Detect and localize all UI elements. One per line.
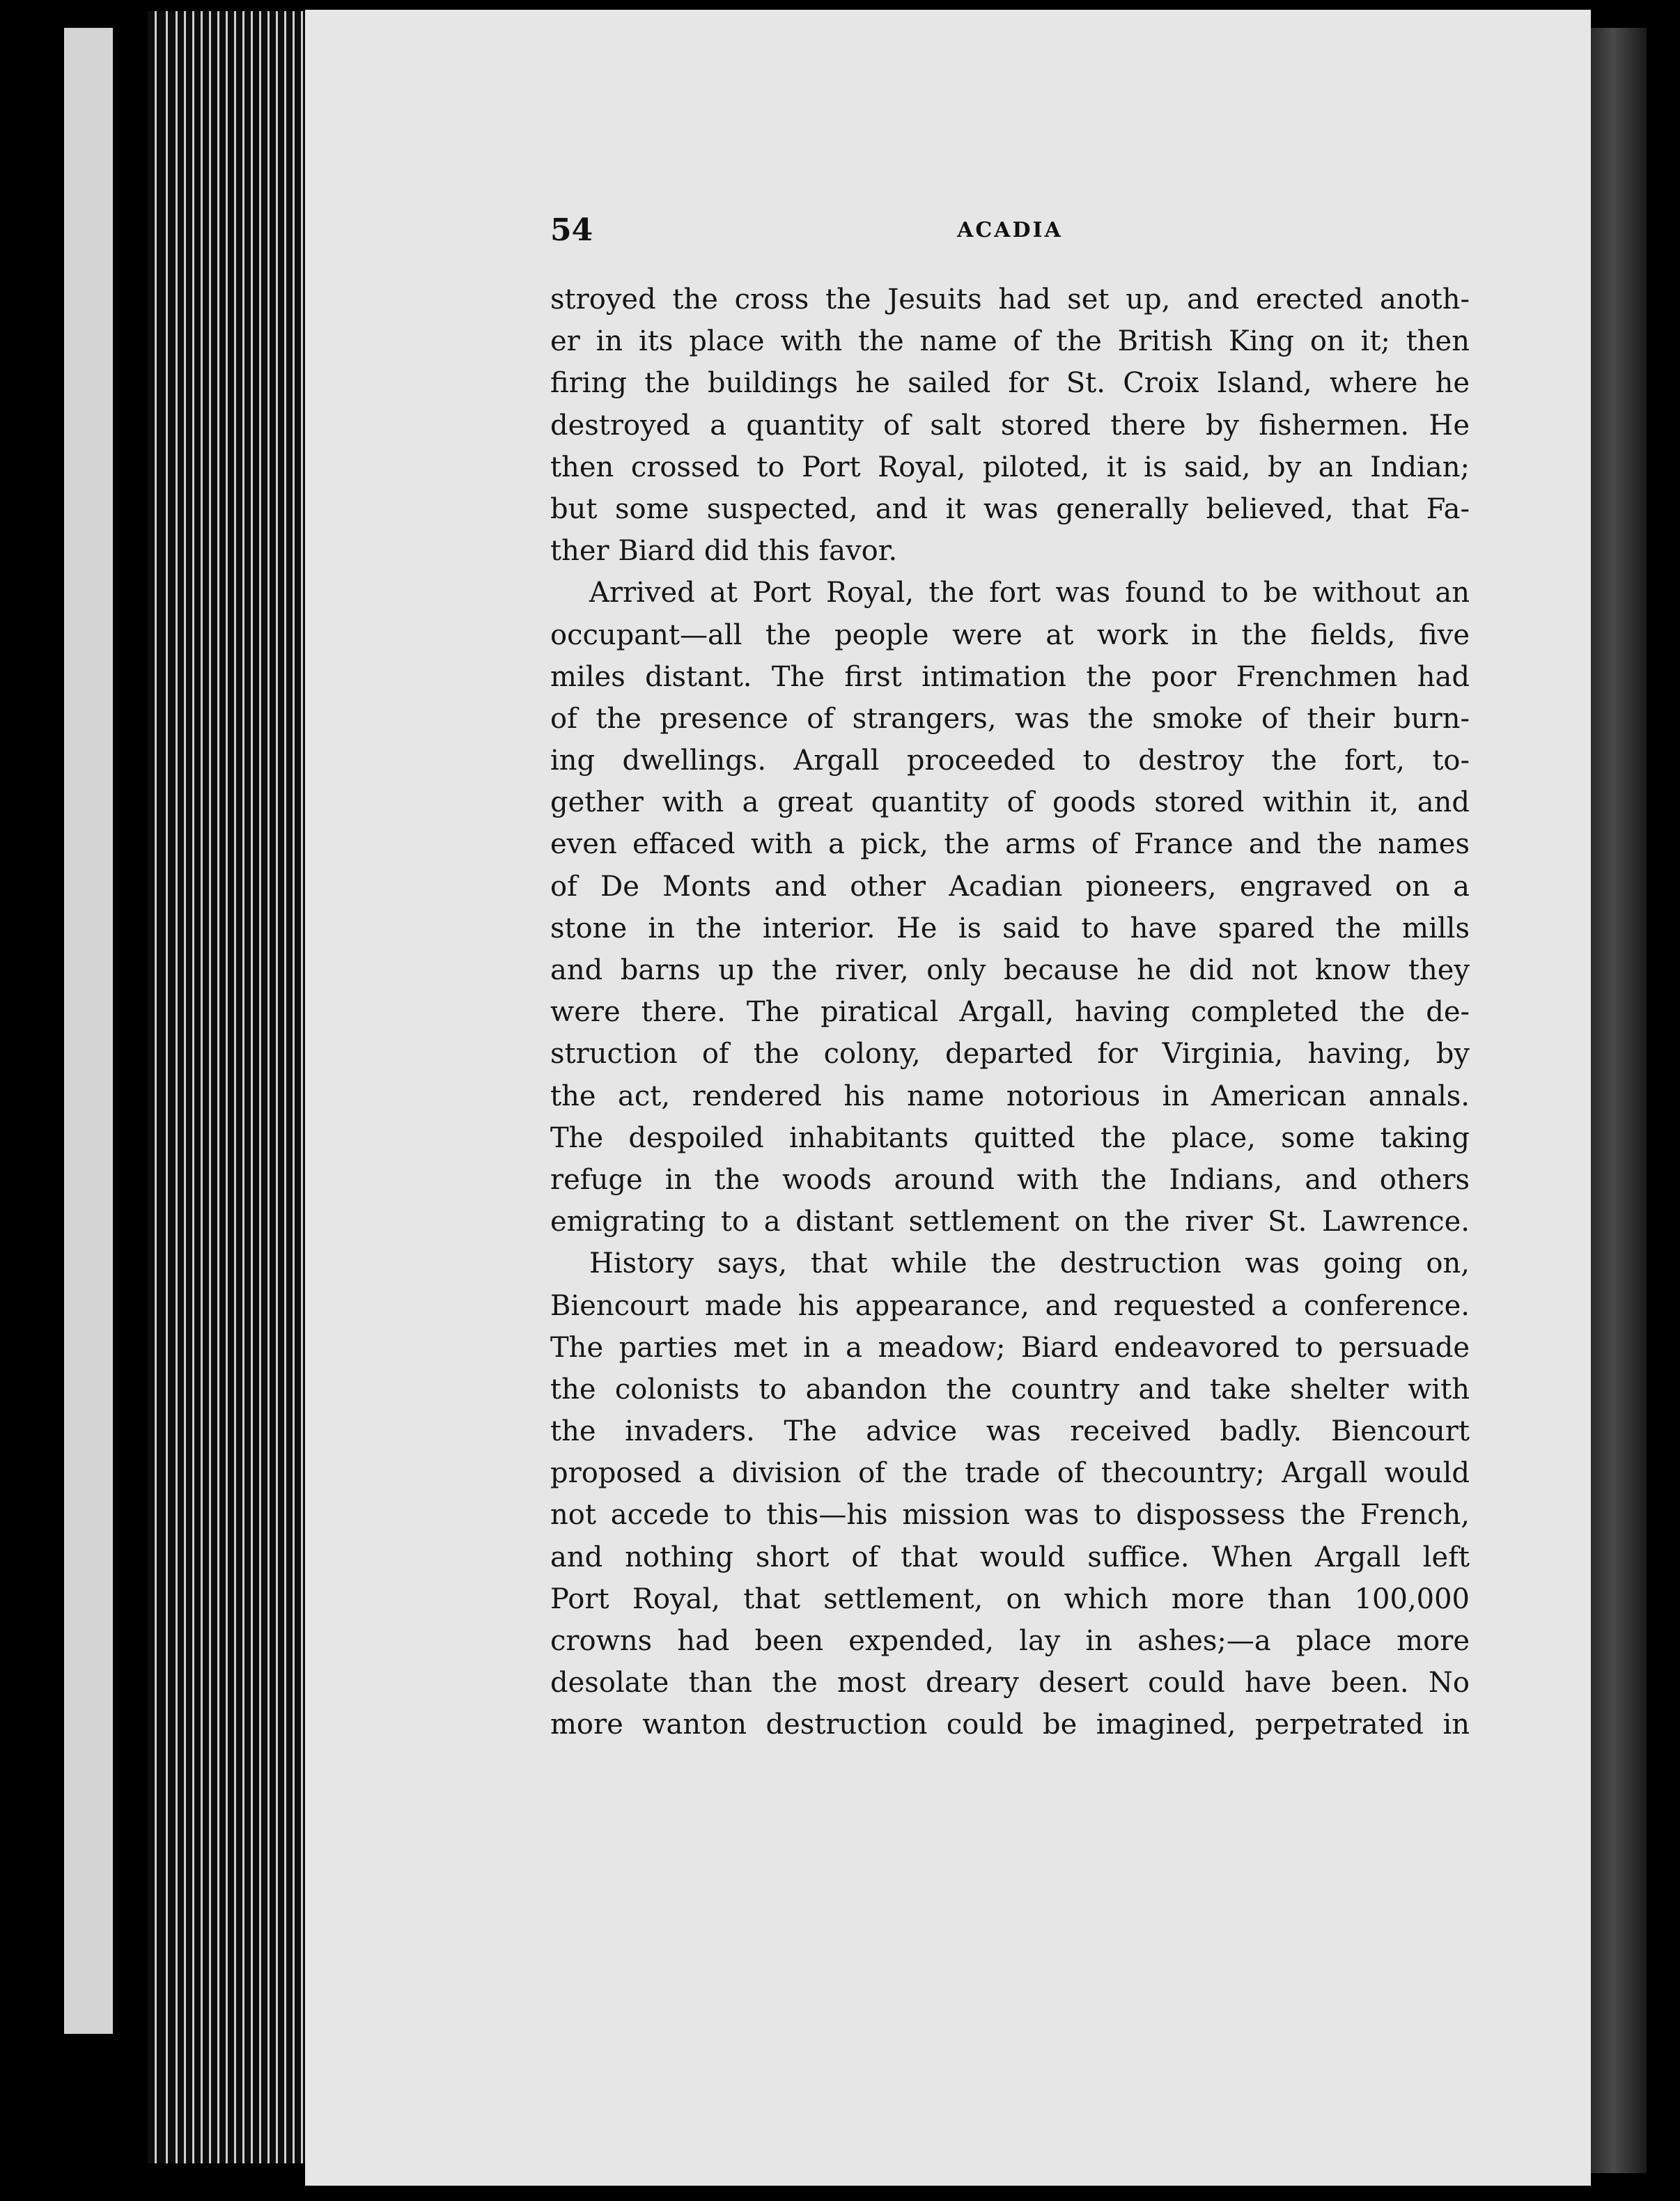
text-line: desolate than the most dreary desert could have been. No — [550, 1667, 1470, 1700]
running-title: ACADIA — [957, 218, 1063, 242]
body-text — [550, 279, 1470, 1746]
text-line: gether with a great quantity of goods stored within it, and — [550, 786, 1470, 819]
text-line: crowns had been expended, lay in ashes;—a place more — [550, 1625, 1470, 1657]
text-line: Arrived at Port Royal, the fort was found to be without an — [589, 577, 1470, 609]
text-line: The despoiled inhabitants quitted the place, some taking — [550, 1121, 1470, 1154]
text-line: ing dwellings. Argall proceeded to destroy the fort, to- — [550, 745, 1470, 777]
text-line: History says, that while the destruction was going on, — [589, 1247, 1470, 1280]
left-page-edge — [64, 28, 113, 2034]
text-line: and nothing short of that would suffice. When Argall left — [550, 1541, 1470, 1573]
text-line: Port Royal, that settlement, on which more than 100,000 — [550, 1582, 1470, 1615]
text-line: but some suspected, and it was generally believed, that Fa- — [550, 492, 1470, 525]
text-line: even effaced with a pick, the arms of France and the names — [550, 828, 1470, 861]
text-line: of the presence of strangers, was the smoke of their burn- — [550, 702, 1470, 735]
text-line: more wanton destruction could be imagined, perpetrated in — [550, 1709, 1470, 1741]
text-line: The parties met in a meadow; Biard endeavored to persuade — [550, 1331, 1470, 1364]
stacked-page-edges — [148, 11, 308, 2163]
text-line: proposed a division of the trade of thecountry; Argall would — [550, 1457, 1470, 1490]
text-line: were there. The piratical Argall, having completed the de- — [550, 996, 1470, 1029]
text-line: occupant—all the people were at work in the fields, five — [550, 619, 1470, 651]
text-line: Biencourt made his appearance, and requested a conference. — [550, 1289, 1470, 1322]
text-line: ther Biard did this favor. — [550, 535, 898, 568]
running-head — [550, 212, 1470, 254]
text-line: the invaders. The advice was received badly. Biencourt — [550, 1415, 1470, 1448]
text-line: the act, rendered his name notorious in American annals. — [550, 1080, 1470, 1112]
text-line: firing the buildings he sailed for St. Croix Island, where he — [550, 367, 1470, 400]
text-line: the colonists to abandon the country and take shelter with — [550, 1373, 1470, 1406]
page-number: 54 — [550, 212, 593, 248]
right-page-edge — [1591, 28, 1647, 2173]
text-line: stroyed the cross the Jesuits had set up, and erected anoth- — [550, 283, 1470, 316]
text-line: then crossed to Port Royal, piloted, it is said, by an Indian; — [550, 451, 1470, 483]
text-line: stone in the interior. He is said to have spared the mills — [550, 912, 1470, 944]
text-line: of De Monts and other Acadian pioneers, engraved on a — [550, 870, 1470, 903]
text-line: struction of the colony, departed for Virginia, having, by — [550, 1038, 1470, 1071]
text-line: destroyed a quantity of salt stored there by fishermen. He — [550, 409, 1470, 442]
text-line: not accede to this—his mission was to dispossess the French, — [550, 1499, 1470, 1532]
text-line: and barns up the river, only because he did not know they — [550, 954, 1470, 986]
text-line: er in its place with the name of the British King on it; then — [550, 325, 1470, 358]
text-line: emigrating to a distant settlement on the river St. Lawrence. — [550, 1206, 1470, 1238]
text-line: miles distant. The first intimation the poor Frenchmen had — [550, 660, 1470, 693]
text-line: refuge in the woods around with the Indians, and others — [550, 1163, 1470, 1196]
